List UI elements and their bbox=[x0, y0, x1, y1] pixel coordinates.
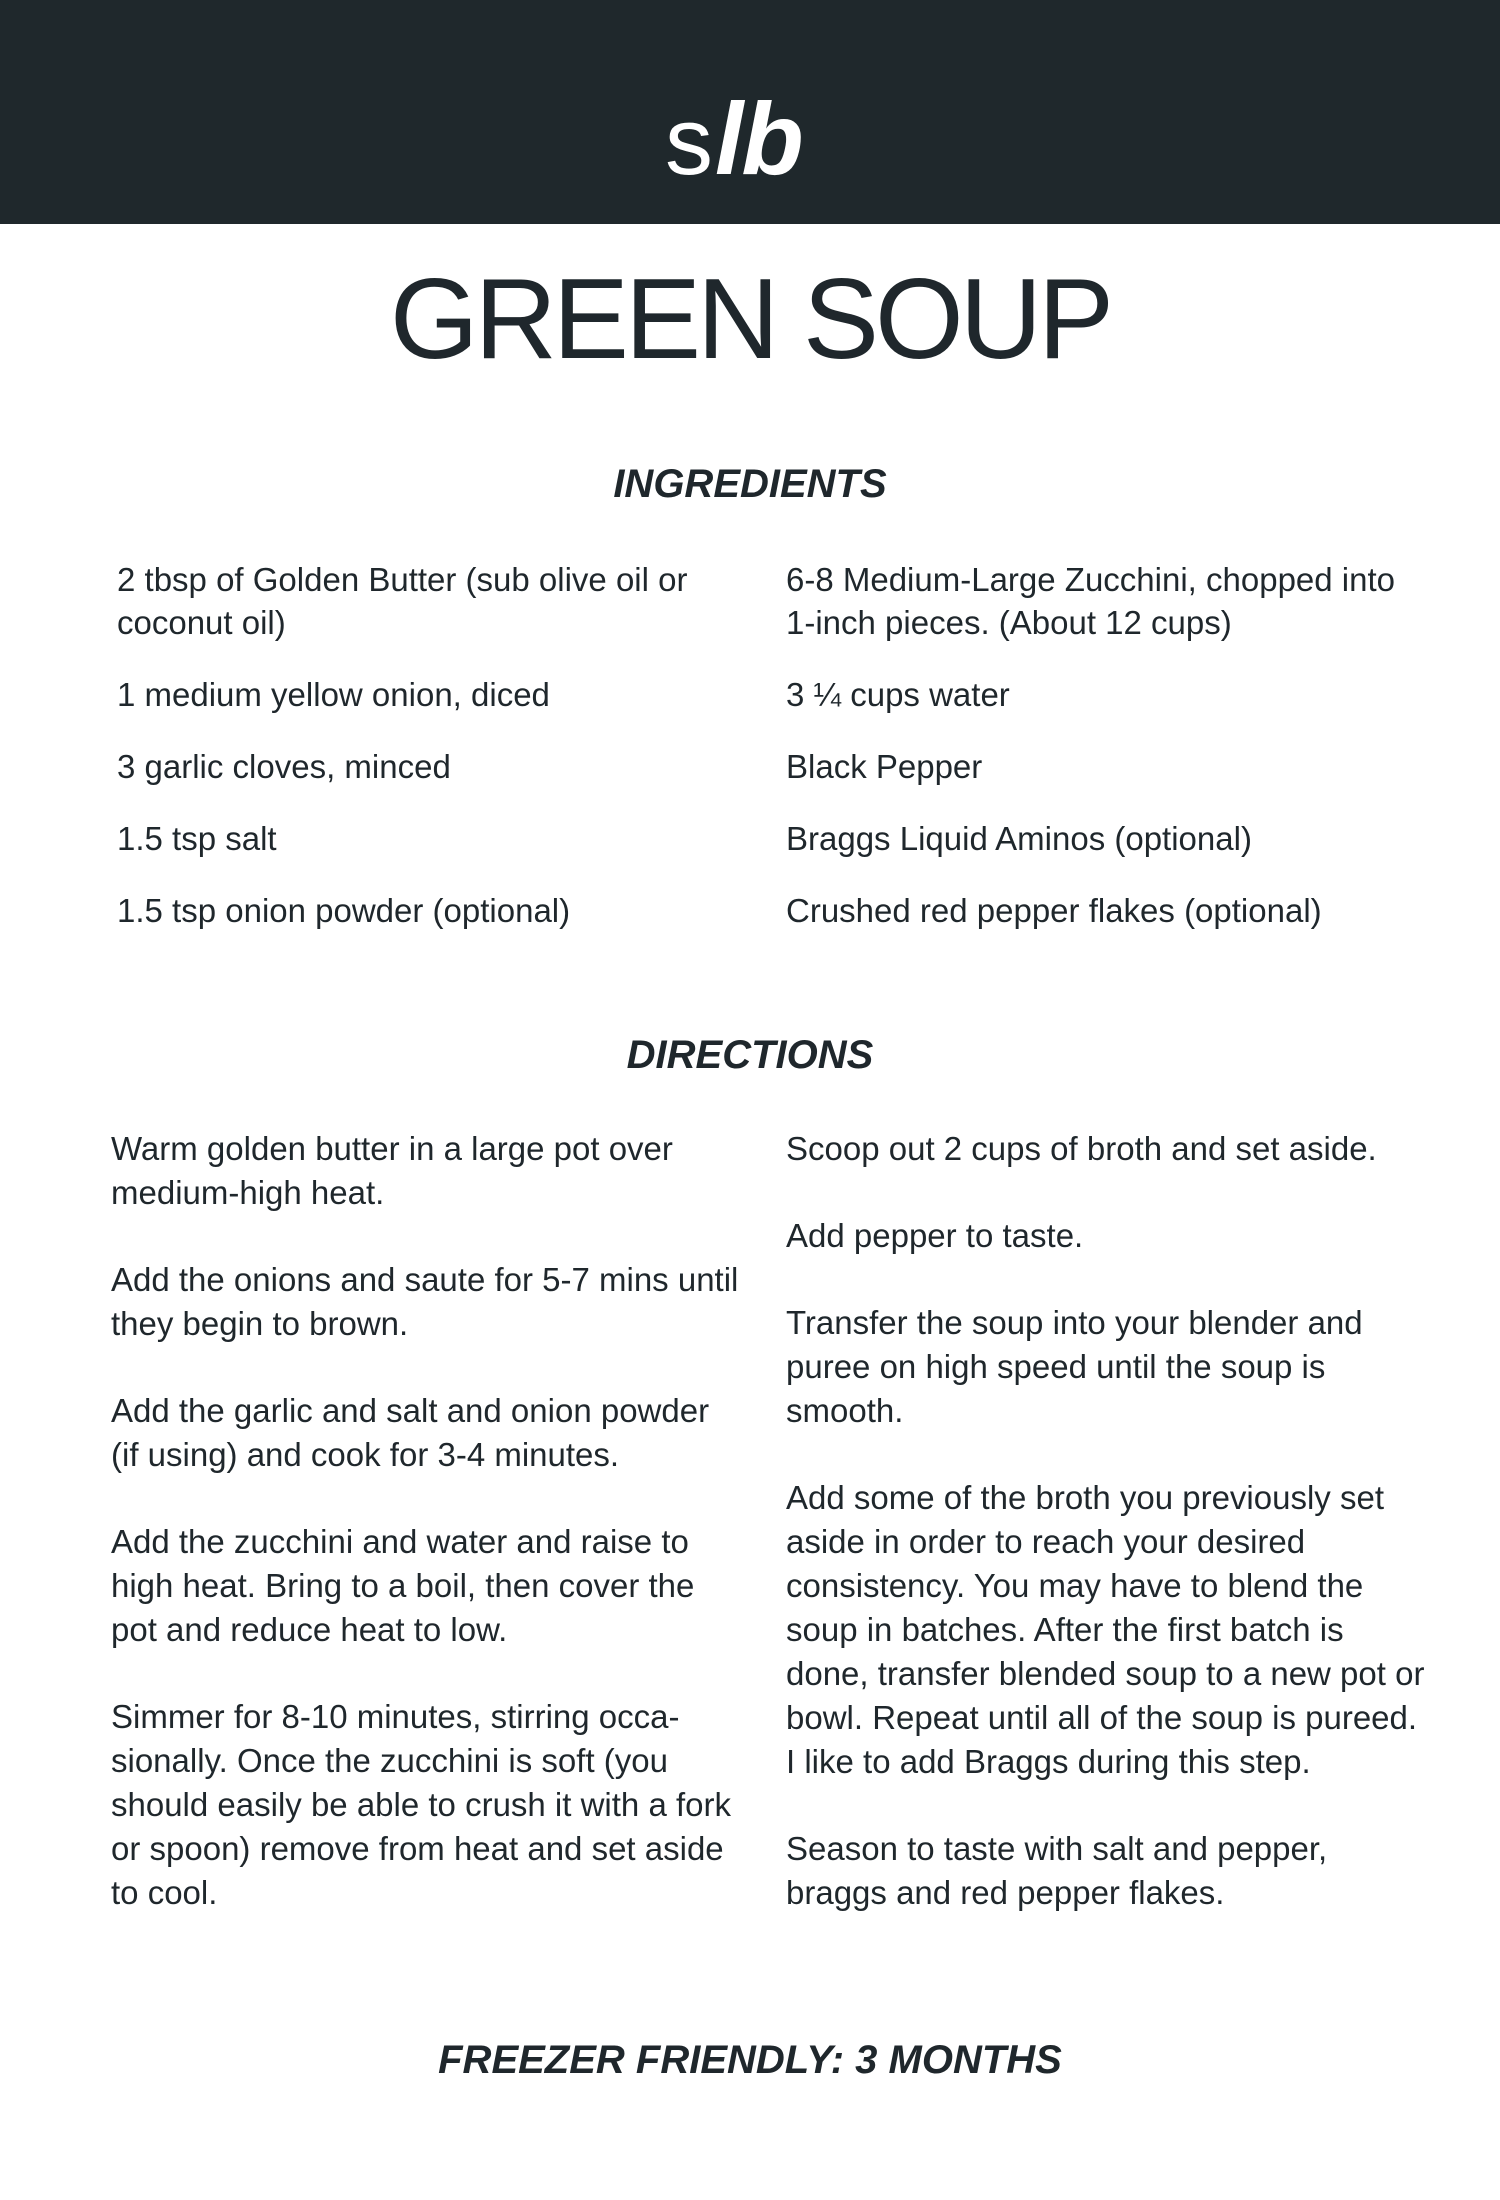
header-banner bbox=[0, 0, 1500, 224]
direction-step: Warm golden butter in a large pot over medium-high heat. bbox=[111, 1130, 673, 1211]
ingredient-item: 1.5 tsp onion powder (optional) bbox=[117, 892, 571, 929]
ingredient-item: Black Pepper bbox=[786, 748, 983, 785]
ingredient-item: 2 tbsp of Golden Butter (sub olive oil or coconut oil) bbox=[117, 561, 688, 641]
direction-step: Add the onions and saute for 5-7 mins until they begin to brown. bbox=[111, 1261, 739, 1342]
ingredient-item: 3 ¼ cups water bbox=[786, 676, 1010, 713]
logo-letter-s: s bbox=[665, 88, 715, 195]
slb-logo bbox=[665, 82, 835, 196]
directions-list-right bbox=[786, 1127, 1426, 1958]
direction-step: Transfer the soup into your blender and puree on high speed until the soup is smooth. bbox=[786, 1304, 1363, 1429]
freezer-friendly-note: FREEZER FRIENDLY: 3 MONTHS bbox=[438, 2038, 1062, 2082]
direction-step: Add pepper to taste. bbox=[786, 1217, 1084, 1254]
ingredient-item: Crushed red pepper flakes (optional) bbox=[786, 892, 1322, 929]
logo-letters-lb: lb bbox=[715, 82, 802, 196]
ingredients-list-left bbox=[117, 558, 757, 961]
ingredient-item: 6-8 Medium-Large Zucchini, chopped into 1-inch pieces. (About 12 cups) bbox=[786, 561, 1396, 641]
ingredient-item: 3 garlic cloves, minced bbox=[117, 748, 451, 785]
ingredients-heading: INGREDIENTS bbox=[613, 462, 887, 506]
direction-step: Simmer for 8-10 minutes, stirring occa-sionally. Once the zucchini is soft (you should easily be able to crush it with a fork or spoon) remove from heat and set aside to cool. bbox=[111, 1698, 731, 1911]
ingredient-item: 1 medium yellow onion, diced bbox=[117, 676, 550, 713]
ingredients-list-right bbox=[786, 558, 1426, 961]
directions-list-left bbox=[111, 1127, 741, 1958]
direction-step: Scoop out 2 cups of broth and set aside. bbox=[786, 1130, 1377, 1167]
recipe-title: GREEN SOUP bbox=[389, 256, 1111, 383]
directions-heading: DIRECTIONS bbox=[626, 1033, 874, 1077]
ingredient-item: 1.5 tsp salt bbox=[117, 820, 277, 857]
ingredient-item: Braggs Liquid Aminos (optional) bbox=[786, 820, 1252, 857]
direction-step: Add the zucchini and water and raise to high heat. Bring to a boil, then cover the pot and reduce heat to low. bbox=[111, 1523, 695, 1648]
direction-step: Add the garlic and salt and onion powder (if using) and cook for 3-4 minutes. bbox=[111, 1392, 710, 1473]
direction-step: Season to taste with salt and pepper, braggs and red pepper flakes. bbox=[786, 1830, 1328, 1911]
direction-step: Add some of the broth you previously set aside in order to reach your desired consistency. You may have to blend the soup in batches. After the first batch is done, transfer blended soup to a new pot or bowl. Repeat until all of the soup is pureed. I like to add Braggs during this step. bbox=[786, 1479, 1425, 1780]
